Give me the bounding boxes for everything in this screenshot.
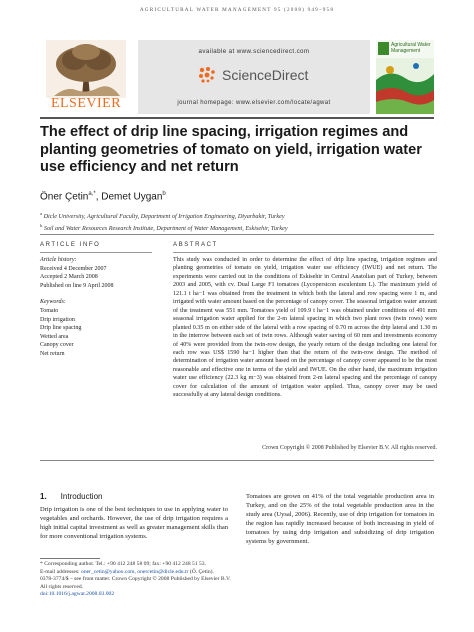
abstract-rule bbox=[173, 252, 437, 253]
availability-line: available at www.sciencedirect.com bbox=[198, 48, 310, 55]
section-number: 1. bbox=[40, 492, 47, 501]
intro-paragraph-right: Tomatoes are grown on 41% of the total vegetable production area in Turkey, and on the 25% of the total vegetable production area in the study area (Uysal, 2006). Recently, use of drip irrigation for tomatoes in the region has rapidly increased because of both increasing in yield of tomatoes by using drip irrigation and subsidizing of drip irrigation systems by government. bbox=[246, 493, 434, 545]
journal-running-head: AGRICULTURAL WATER MANAGEMENT 95 (2008) 949–958 bbox=[139, 7, 335, 13]
sciencedirect-icon bbox=[196, 64, 218, 86]
footnote-rule bbox=[40, 558, 100, 559]
keyword: Drip irrigation bbox=[40, 316, 75, 323]
section-heading-introduction bbox=[40, 492, 102, 501]
abstract-heading: ABSTRACT bbox=[173, 242, 218, 248]
header-divider bbox=[40, 117, 434, 119]
sciencedirect-banner bbox=[138, 40, 370, 114]
author-superscript: a,* bbox=[88, 191, 96, 197]
section-title: Introduction bbox=[60, 492, 103, 501]
email-links[interactable]: oner_cetin@yahoo.com, onercetin@dicle.edu.tr bbox=[81, 568, 189, 575]
sciencedirect-logo[interactable] bbox=[196, 62, 308, 88]
article-info-block bbox=[40, 256, 150, 359]
keyword: Wetted area bbox=[40, 333, 69, 340]
section-divider bbox=[40, 234, 434, 235]
journal-cover-thumbnail bbox=[376, 40, 434, 114]
author-line: Öner Çetin$^{a,*}$, Demet Uygan$^b$ bbox=[40, 191, 166, 203]
keyword: Canopy cover bbox=[40, 342, 74, 349]
keyword: Net return bbox=[40, 350, 65, 357]
author-superscript: b bbox=[162, 191, 166, 197]
online-date: Published on line 9 April 2008 bbox=[40, 282, 114, 289]
cover-title: Agricultural Water Management bbox=[391, 42, 431, 54]
journal-homepage-line: journal homepage: www.elsevier.com/locate/agwat bbox=[177, 100, 331, 106]
email-line: E-mail addresses: oner_cetin@yahoo.com, onercetin@dicle.edu.tr (Ö. Çetin). bbox=[40, 568, 214, 575]
elsevier-tree-icon bbox=[46, 40, 126, 98]
issn-line: 0378-3774/$ – see front matter. Crown Copyright © 2008 Published by Elsevier B.V. All rights reserved. bbox=[40, 576, 231, 590]
affiliation-a: $^a$ Dicle University, Agricultural Faculty, Department of Irrigation Engineering, Diyarbakir, Turkey bbox=[40, 211, 285, 221]
keyword: Tomato bbox=[40, 307, 59, 314]
keyword: Drip line spacing bbox=[40, 325, 82, 332]
keywords-label: Keywords: bbox=[40, 299, 66, 306]
article-title: The effect of drip line spacing, irrigation regimes and planting geometries of tomato on yield, irrigation water use efficiency and net return bbox=[40, 124, 422, 176]
intro-paragraph-left: Drip irrigation is one of the best techniques to use in applying water to vegetables and orchards. However, the use of drip irrigation requires a high initial capital investment as well as greater management skills than for more conventional irrigation systems. bbox=[40, 506, 228, 540]
affiliations bbox=[40, 209, 434, 233]
elsevier-logo bbox=[40, 40, 132, 114]
accepted-date: Accepted 2 March 2008 bbox=[40, 274, 98, 281]
footnotes bbox=[40, 561, 236, 599]
received-date: Received 4 December 2007 bbox=[40, 265, 107, 272]
abstract-bottom-divider bbox=[40, 460, 434, 461]
journal-header bbox=[40, 40, 434, 114]
abstract-text: This study was conducted in order to determine the effect of drip line spacing, irrigation regimes and planting geometries of tomato on yield, irrigation water use efficiency (IWUE) and net return. The experiments were carried out in the conditions of Eskisehir in Central Anatolian part of Turkey, between 2003 and 2005, with cv. Dual Large F1 tomatoes (Lycopersicon esculentum L). The maximum yield of 121.1 t ha−1 was obtained from the treatment in which both the lateral and row spacing were 1 m, and irrigated with water amount based on the percentage of canopy cover. The seasonal irrigation water amount of the treatment was 551 mm. Tomatoes yield of 109.9 t ha−1 was obtained under conditions of 491 mm seasonal irrigation water applied for the 2-m lateral spacing in which two plant rows (twin rows) were planted 0.35 m on either side of the lateral with a row spacing of 0.70 m across the drip lateral and 1.30 m in the interrow between each set of twin rows. Although water saving of 60 mm and investments economy of 40% were provided from the twin-row design, the yearly return of the design including one lateral for each row was US$ 1590 ha−1 higher than that the return of the twin-row design. The method of determination of irrigation water amount based on the percentage of canopy cover appeared to be the most reasonable and effective one in terms of the yield and IWUE. On the other hand, the maximum irrigation water use efficiency (22.3 kg m−3) was obtained from 2-m lateral spacing and the percentage of canopy cover for calculation of the amount of irrigation water applied. Thus, canopy cover may be used successfully at any lateral design conditions. bbox=[173, 257, 437, 399]
abstract-copyright: Crown Copyright © 2008 Published by Elsevier B.V. All rights reserved. bbox=[262, 445, 437, 451]
history-label: Article history: bbox=[40, 257, 77, 263]
author-name[interactable]: Demet Uygan bbox=[101, 191, 163, 203]
doi-link[interactable]: doi:10.1016/j.agwat.2008.03.002 bbox=[40, 591, 115, 598]
affiliation-b: $^b$ Soil and Water Resources Research Institute, Department of Water Management, Eskisehir, Turkey bbox=[40, 223, 288, 233]
sciencedirect-wordmark: ScienceDirect bbox=[222, 67, 309, 83]
author-name[interactable]: Öner Çetin bbox=[40, 191, 89, 203]
article-info-heading: ARTICLE INFO bbox=[40, 242, 101, 248]
elsevier-wordmark: ELSEVIER bbox=[50, 96, 122, 111]
corresponding-author-note: * Corresponding author. Tel.: +90 412 248 58 09; fax: +90 412 248 51 53. bbox=[40, 561, 207, 567]
article-info-rule bbox=[40, 252, 152, 253]
